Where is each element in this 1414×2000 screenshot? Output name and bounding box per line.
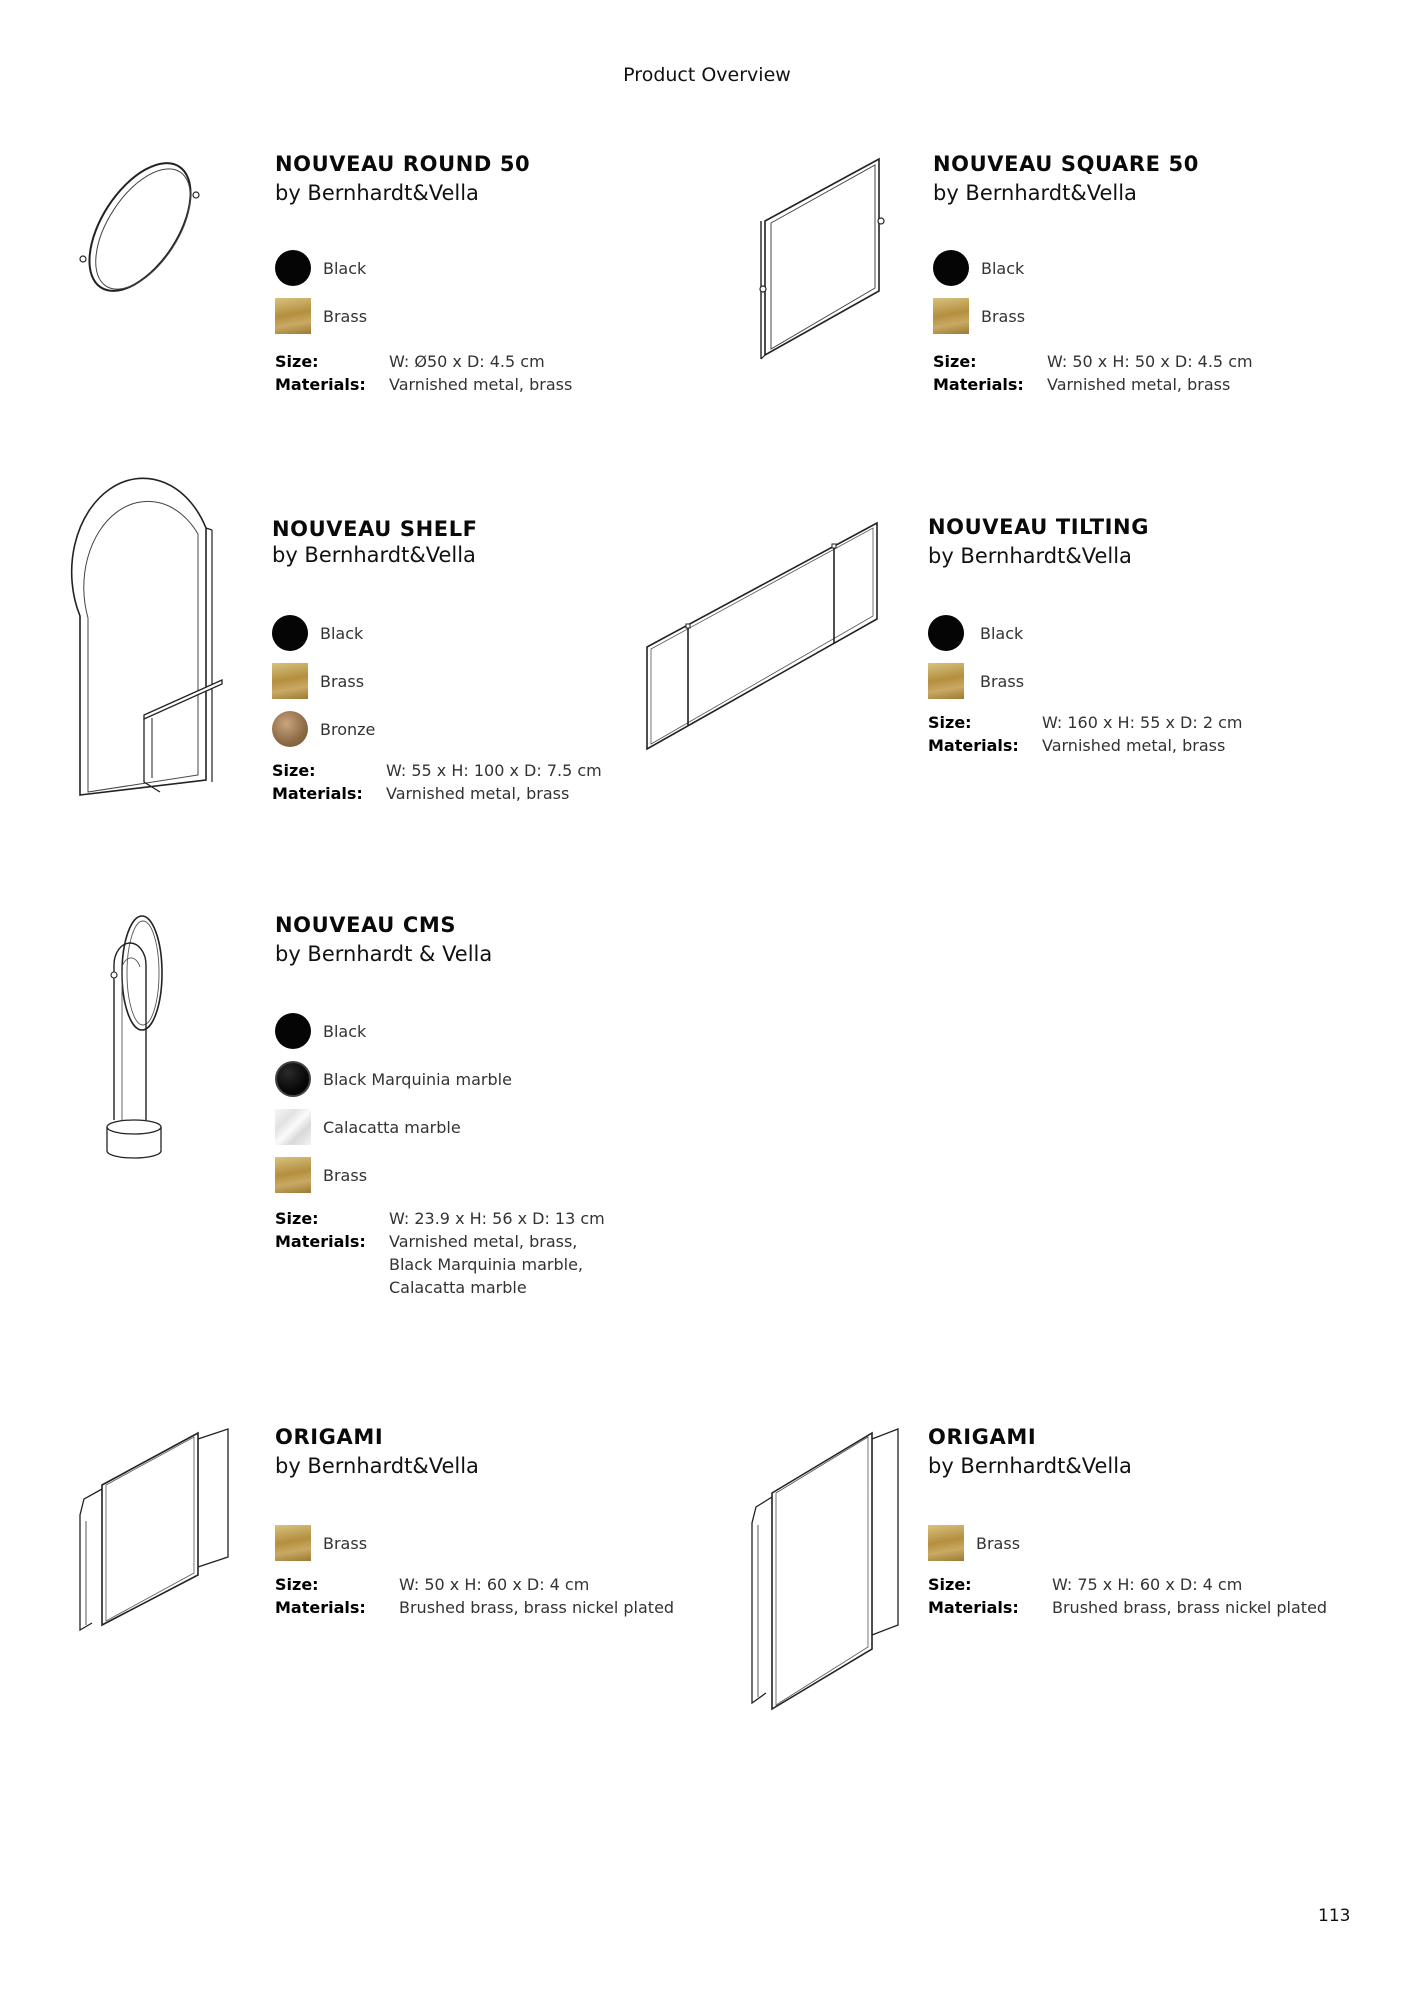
materials-key: Materials:: [275, 1232, 366, 1251]
finish-label: Black Marquinia marble: [323, 1069, 512, 1089]
round-mirror-illustration: [78, 155, 208, 309]
brass-swatch: [928, 1525, 964, 1561]
size-value: W: 50 x H: 60 x D: 4 cm: [399, 1575, 590, 1594]
materials-value: Brushed brass, brass nickel plated: [1052, 1598, 1328, 1617]
finish-item: [275, 250, 695, 286]
size-value: W: 160 x H: 55 x D: 2 cm: [1042, 713, 1243, 732]
product-card-square-50: [933, 151, 1353, 396]
tilting-mirror-illustration: [645, 520, 885, 759]
size-key: Size:: [933, 352, 977, 371]
product-name: ORIGAMI: [928, 1425, 1037, 1449]
finish-item: [275, 1525, 695, 1561]
finish-item: [275, 1157, 695, 1193]
calacatta-marble-swatch: [275, 1109, 311, 1145]
product-specs: [275, 1573, 695, 1619]
materials-value: Varnished metal, brass: [389, 375, 573, 394]
size-key: Size:: [272, 761, 316, 780]
page-number: 113: [1318, 1906, 1351, 1926]
materials-key: Materials:: [275, 375, 366, 394]
black-swatch: [928, 615, 964, 651]
product-specs: [275, 350, 695, 396]
page-header-title: Product Overview: [623, 64, 791, 86]
product-specs: [275, 1207, 655, 1299]
finish-label: Brass: [323, 306, 368, 326]
bronze-swatch: [272, 711, 308, 747]
materials-value: Varnished metal, brass, Black Marquinia marble, Calacatta marble: [389, 1232, 583, 1297]
finish-item: [272, 711, 692, 747]
size-value: W: 23.9 x H: 56 x D: 13 cm: [389, 1209, 605, 1228]
finish-label: Brass: [981, 306, 1026, 326]
product-specs: [928, 711, 1348, 757]
finish-list: [272, 615, 692, 747]
finish-label: Brass: [320, 671, 365, 691]
finish-label: Black: [981, 258, 1025, 278]
size-value: W: 75 x H: 60 x D: 4 cm: [1052, 1575, 1243, 1594]
origami-mirror-illustration: [78, 1425, 238, 1639]
product-card-shelf: [272, 516, 692, 805]
finish-item: [928, 615, 1348, 651]
materials-value: Varnished metal, brass: [386, 784, 570, 803]
materials-key: Materials:: [928, 736, 1019, 755]
product-designer: by Bernhardt&Vella: [275, 1454, 479, 1478]
size-value: W: 55 x H: 100 x D: 7.5 cm: [386, 761, 602, 780]
product-name: NOUVEAU SHELF: [272, 517, 478, 541]
finish-item: [933, 298, 1353, 334]
brass-swatch: [275, 1525, 311, 1561]
size-key: Size:: [275, 1575, 319, 1594]
finish-list: [928, 615, 1348, 699]
finish-item: [275, 1061, 695, 1097]
finish-item: [272, 663, 692, 699]
finish-label: Black: [320, 623, 364, 643]
product-specs: [933, 350, 1353, 396]
size-value: W: Ø50 x D: 4.5 cm: [389, 352, 545, 371]
finish-list: [275, 1525, 695, 1561]
brass-swatch: [275, 298, 311, 334]
size-key: Size:: [928, 1575, 972, 1594]
finish-label: Brass: [323, 1165, 368, 1185]
size-key: Size:: [928, 713, 972, 732]
finish-item: [272, 615, 692, 651]
black-swatch: [275, 1013, 311, 1049]
finish-label: Black: [323, 258, 367, 278]
brass-swatch: [272, 663, 308, 699]
finish-label: Brass: [976, 1533, 1021, 1553]
product-card-tilting: [928, 514, 1348, 757]
materials-key: Materials:: [275, 1598, 366, 1617]
finish-label: Black: [323, 1021, 367, 1041]
finish-label: Brass: [980, 671, 1025, 691]
materials-value: Varnished metal, brass: [1042, 736, 1226, 755]
finish-label: Black: [980, 623, 1024, 643]
finish-label: Bronze: [320, 719, 376, 739]
size-value: W: 50 x H: 50 x D: 4.5 cm: [1047, 352, 1253, 371]
product-designer: by Bernhardt&Vella: [933, 181, 1137, 205]
finish-item: [275, 1013, 695, 1049]
materials-key: Materials:: [928, 1598, 1019, 1617]
product-specs: [272, 759, 692, 805]
finish-list: [928, 1525, 1348, 1561]
product-card-round-50: [275, 151, 695, 396]
product-name: NOUVEAU TILTING: [928, 515, 1150, 539]
product-card-origami-50: [275, 1424, 695, 1619]
product-name: ORIGAMI: [275, 1425, 384, 1449]
brass-swatch: [928, 663, 964, 699]
product-specs: [928, 1573, 1348, 1619]
finish-item: [928, 1525, 1348, 1561]
materials-value: Brushed brass, brass nickel plated: [399, 1598, 675, 1617]
product-card-cms: [275, 912, 695, 1299]
size-key: Size:: [275, 1209, 319, 1228]
finish-list: [933, 250, 1353, 334]
square-mirror-illustration: [757, 155, 887, 364]
finish-item: [928, 663, 1348, 699]
brass-swatch: [275, 1157, 311, 1193]
product-designer: by Bernhardt & Vella: [275, 942, 493, 966]
product-designer: by Bernhardt&Vella: [272, 543, 476, 567]
product-name: NOUVEAU SQUARE 50: [933, 152, 1199, 176]
black-swatch: [275, 250, 311, 286]
product-designer: by Bernhardt&Vella: [275, 181, 479, 205]
finish-label: Brass: [323, 1533, 368, 1553]
shelf-mirror-illustration: [76, 520, 226, 806]
finish-list: [275, 1013, 695, 1193]
size-key: Size:: [275, 352, 319, 371]
product-designer: by Bernhardt&Vella: [928, 544, 1132, 568]
finish-item: [275, 1109, 695, 1145]
origami-mirror-illustration: [748, 1425, 908, 1719]
black-swatch: [933, 250, 969, 286]
product-name: NOUVEAU ROUND 50: [275, 152, 531, 176]
materials-key: Materials:: [933, 375, 1024, 394]
finish-item: [933, 250, 1353, 286]
product-designer: by Bernhardt&Vella: [928, 1454, 1132, 1478]
brass-swatch: [933, 298, 969, 334]
materials-value: Varnished metal, brass: [1047, 375, 1231, 394]
finish-label: Calacatta marble: [323, 1117, 461, 1137]
materials-key: Materials:: [272, 784, 363, 803]
finish-list: [275, 250, 695, 334]
marquinia-marble-swatch: [275, 1061, 311, 1097]
product-name: NOUVEAU CMS: [275, 913, 457, 937]
cms-mirror-illustration: [106, 915, 176, 1164]
finish-item: [275, 298, 695, 334]
product-card-origami-75: [928, 1424, 1348, 1619]
black-swatch: [272, 615, 308, 651]
